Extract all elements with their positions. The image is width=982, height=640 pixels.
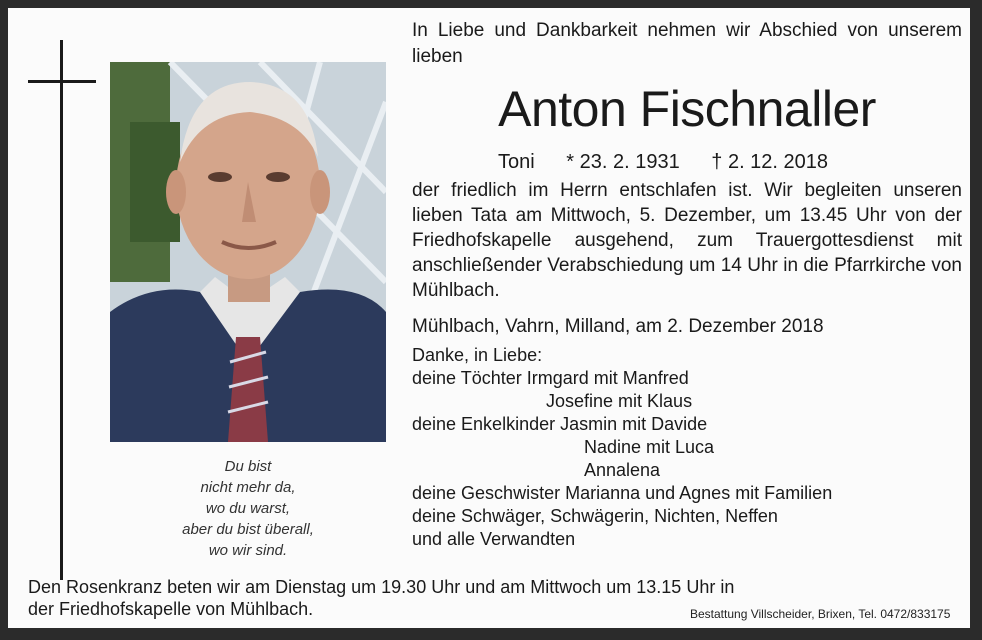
rosary-notice-line: der Friedhofskapelle von Mühlbach.	[28, 599, 314, 619]
funeral-home-credit: Bestattung Villscheider, Brixen, Tel. 0472/833175	[690, 607, 951, 621]
poem-line: aber du bist überall,	[182, 521, 314, 538]
place-and-date: Mühlbach, Vahrn, Milland, am 2. Dezember 2018	[412, 316, 824, 337]
birth-date: * 23. 2. 1931	[566, 151, 680, 173]
mourner-line: Annalena	[584, 460, 661, 480]
deceased-name: Anton Fischnaller	[498, 81, 876, 137]
mourner-line: deine Schwäger, Schwägerin, Nichten, Neffen	[412, 506, 778, 526]
poem-line: wo wir sind.	[208, 542, 288, 559]
rosary-notice-line: Den Rosenkranz beten wir am Dienstag um 19.30 Uhr und am Mittwoch um 13.15 Uhr in	[28, 577, 735, 597]
mourner-line: deine Enkelkinder Jasmin mit Davide	[412, 414, 708, 434]
poem	[116, 456, 380, 561]
thanks-list	[412, 344, 962, 551]
thanks-heading: Danke, in Liebe:	[412, 345, 543, 365]
intro-text: In Liebe und Dankbarkeit nehmen wir Abschied von unserem lieben	[412, 20, 962, 67]
nickname: Toni	[498, 151, 535, 173]
poem-line: Du bist	[224, 458, 272, 475]
mourner-line: und alle Verwandten	[412, 529, 576, 549]
portrait-photo	[110, 62, 386, 442]
announcement-body: der friedlich im Herrn entschlafen ist. Wir begleiten unseren lieben Tata am Mittwoch, 5. Dezember, um 13.45 Uhr von der Friedhofskapelle ausgehend, zum Trauergottesdienst mit anschließender Verabschiedung um 14 Uhr in die Pfarrkirche von Mühlbach.	[412, 180, 962, 301]
cross-icon-horizontal	[28, 80, 96, 83]
mourner-line: Nadine mit Luca	[584, 437, 715, 457]
life-dates	[498, 148, 854, 176]
death-date: † 2. 12. 2018	[711, 151, 829, 173]
mourner-line: Josefine mit Klaus	[546, 391, 693, 411]
obituary-card	[8, 8, 970, 628]
poem-line: wo du warst,	[205, 500, 291, 517]
mourner-line: deine Töchter Irmgard mit Manfred	[412, 368, 689, 388]
mourner-line: deine Geschwister Marianna und Agnes mit Familien	[412, 483, 833, 503]
cross-icon-vertical	[60, 40, 63, 580]
poem-line: nicht mehr da,	[200, 479, 296, 496]
